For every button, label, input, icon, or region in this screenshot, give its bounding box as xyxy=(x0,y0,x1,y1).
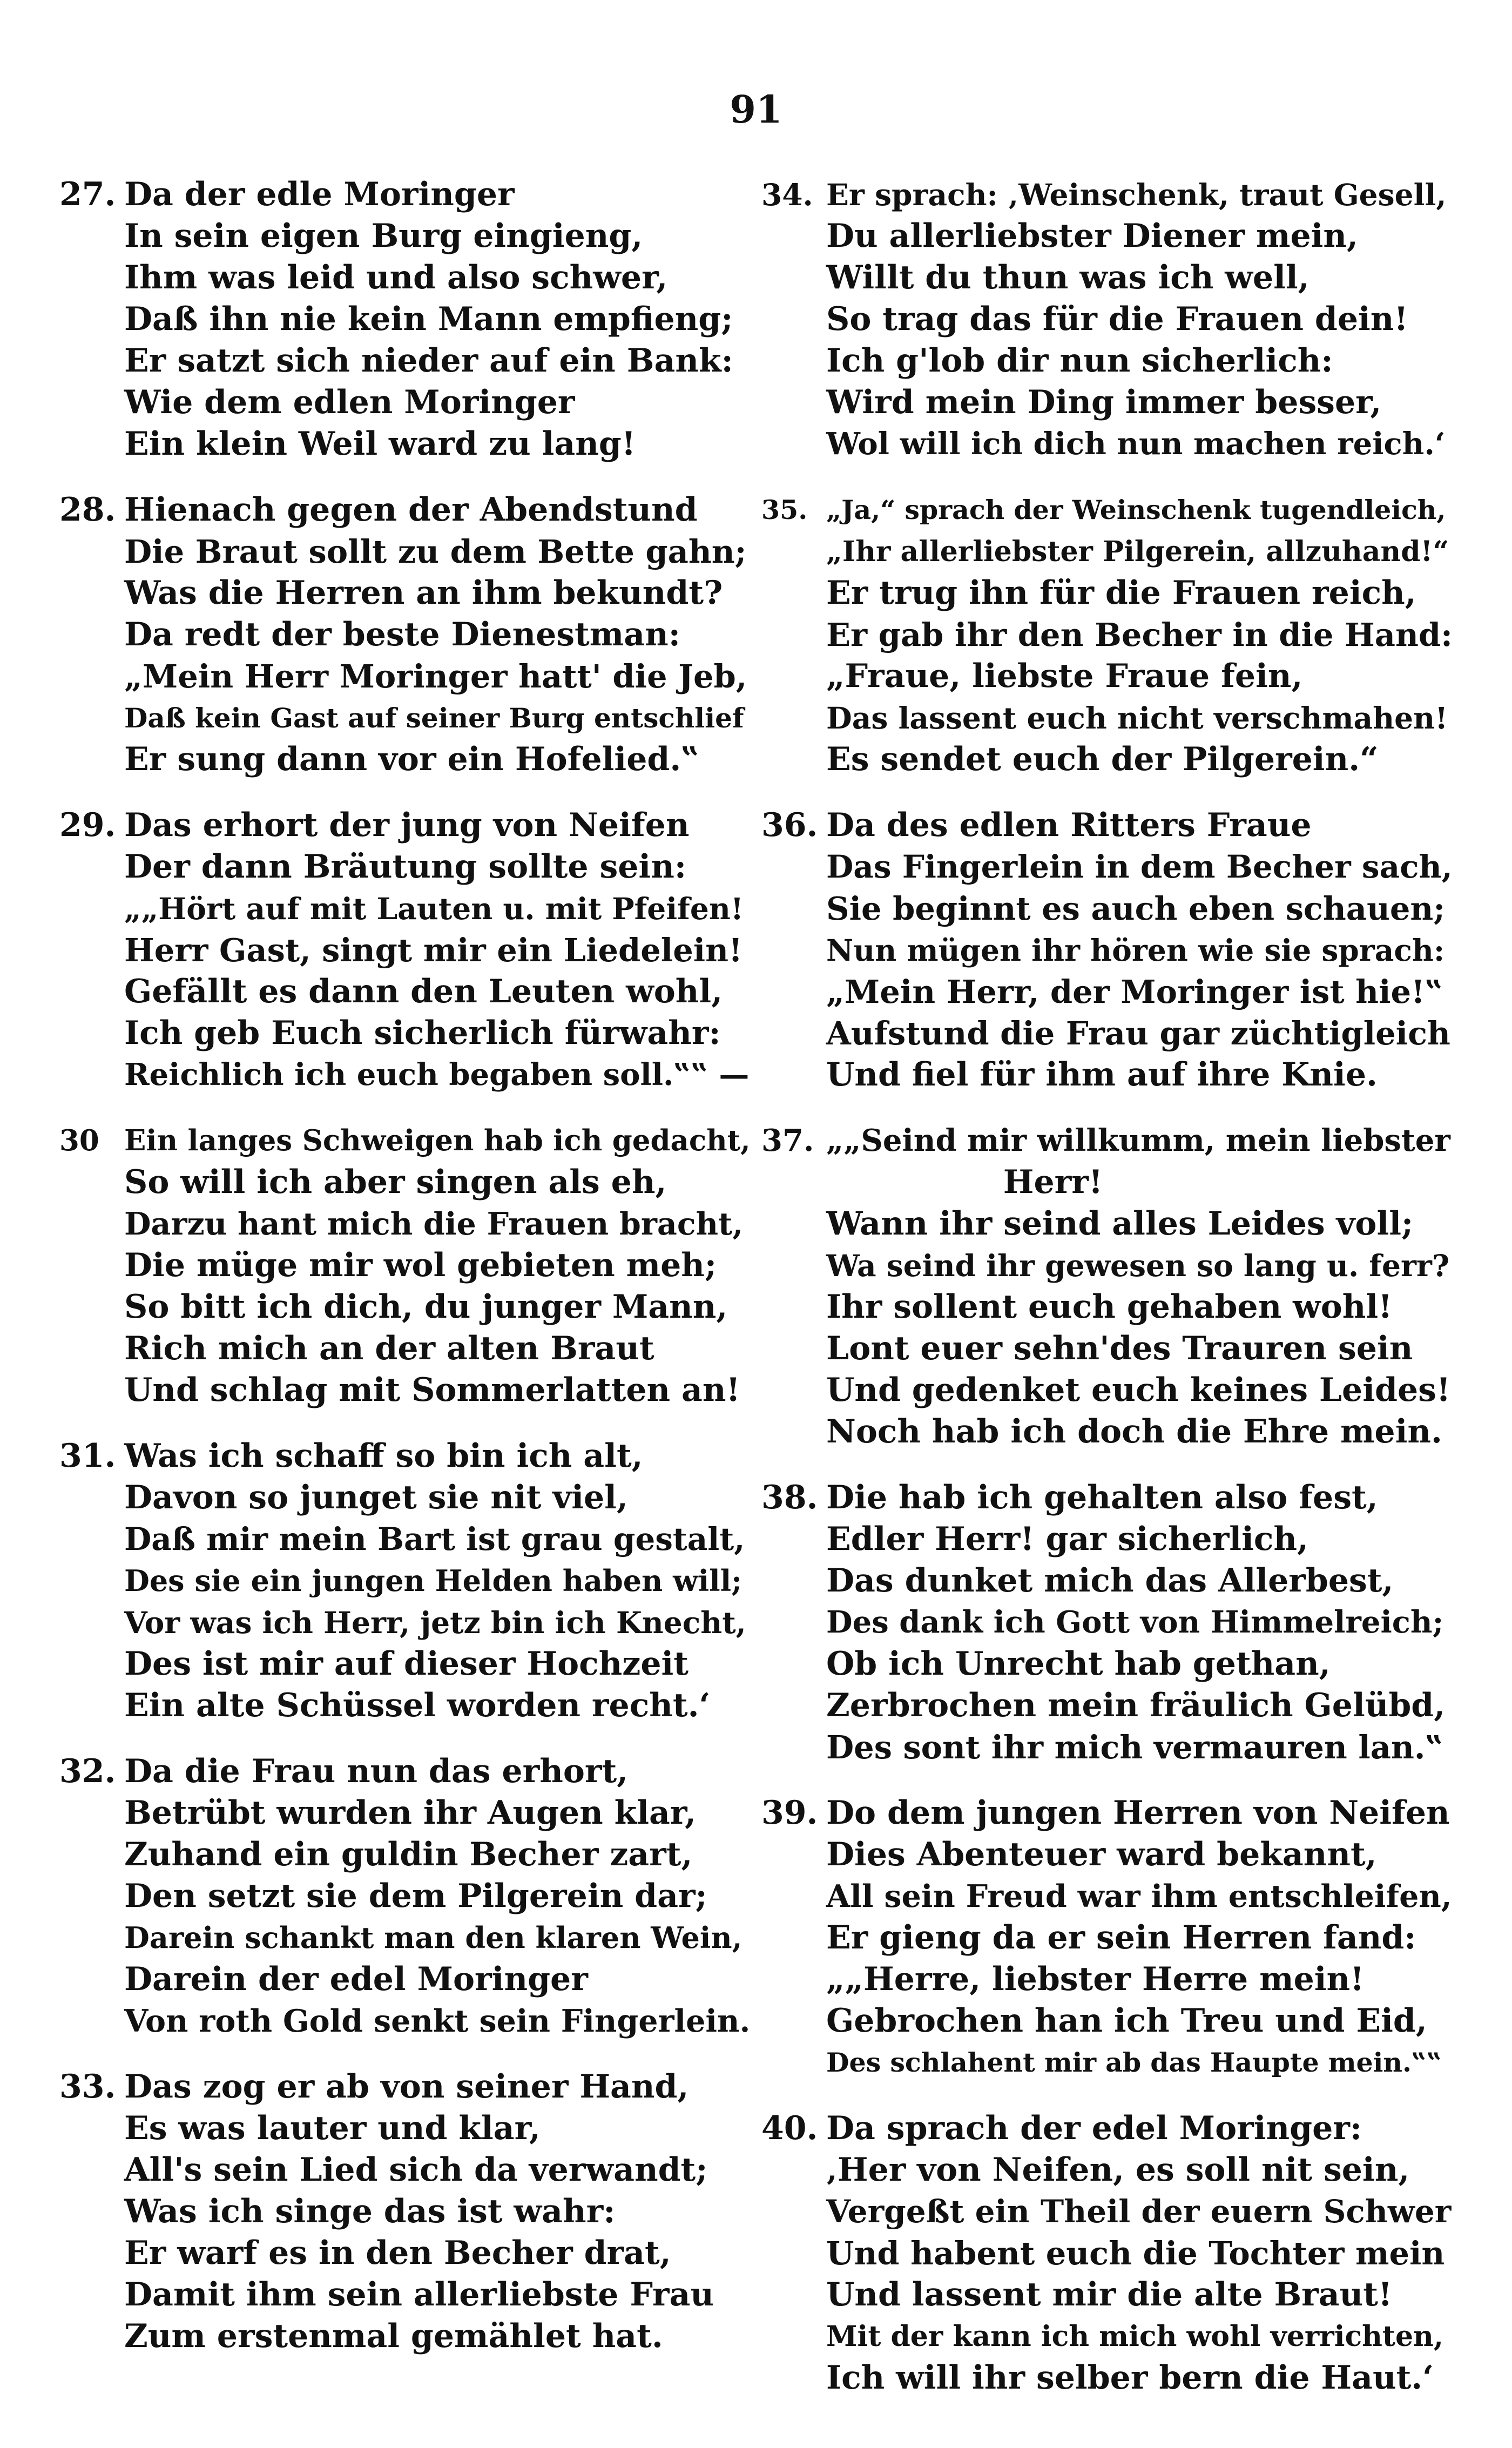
verse-text: Von roth Gold senkt sein Fingerlein. xyxy=(124,2003,751,2039)
verse-line xyxy=(761,572,1453,614)
verse-text: „„Hört auf mit Lauten u. mit Pfeifen! xyxy=(124,891,744,926)
verse-text: Der dann Bräutung sollte sein: xyxy=(124,848,686,886)
verse-text: Zum erstenmal gemählet hat. xyxy=(124,2317,663,2355)
verse-text: Er sprach: ‚Weinschenk, traut Gesell, xyxy=(826,177,1447,212)
verse-text: Er gieng da er sein Herren fand: xyxy=(826,1919,1416,1957)
verse-text: „„Seind mir willkumm, mein liebster xyxy=(826,1123,1450,1158)
verse-text: Ich geb Euch sicherlich fürwahr: xyxy=(124,1014,721,1052)
verse-line xyxy=(761,531,1453,572)
verse-line xyxy=(59,888,751,929)
verse-text: So will ich aber singen als eh, xyxy=(124,1163,667,1201)
verse-line xyxy=(59,2066,751,2108)
verse-line xyxy=(59,1286,751,1328)
verse-text: Aufstund die Frau gar züchtigleich xyxy=(826,1015,1450,1052)
verse-text: So bitt ich dich, du junger Mann, xyxy=(124,1288,728,1326)
verse-line xyxy=(761,1917,1453,1959)
verse-line xyxy=(761,1876,1453,1917)
verse-line xyxy=(59,1435,751,1477)
verse-text: Und lassent mir die alte Braut! xyxy=(826,2276,1393,2314)
verse-line xyxy=(761,1013,1453,1054)
verse-line xyxy=(761,697,1453,739)
right-column xyxy=(761,174,1453,2423)
verse-text: ‚Her von Neifen, es soll nit sein, xyxy=(826,2151,1410,2189)
left-column xyxy=(59,174,751,2382)
verse-text: „Mein Herr Moringer hatt' die Jeb, xyxy=(124,658,747,695)
verse-line xyxy=(761,382,1453,423)
verse-text: Wa seind ihr gewesen so lang u. ferr? xyxy=(826,1248,1450,1283)
verse-line xyxy=(59,215,751,257)
verse-line xyxy=(761,299,1453,340)
verse-line xyxy=(59,656,751,697)
verse-line xyxy=(761,1602,1453,1643)
verse-text: Ein alte Schüssel worden recht.‘ xyxy=(124,1687,711,1724)
verse-line xyxy=(761,2357,1453,2399)
verse-text: Ihr sollent euch gehaben wohl! xyxy=(826,1288,1393,1326)
stanza-number: 40. xyxy=(761,2109,818,2147)
verse-text: Darein schankt man den klaren Wein, xyxy=(124,1920,742,1955)
verse-text: Do dem jungen Herren von Neifen xyxy=(826,1794,1450,1832)
verse-line xyxy=(761,805,1453,846)
verse-text: Ich will ihr selber bern die Haut.‘ xyxy=(826,2359,1434,2397)
verse-line xyxy=(761,971,1453,1013)
verse-text: Und fiel für ihm auf ihre Knie. xyxy=(826,1056,1378,1094)
verse-line xyxy=(761,1203,1453,1245)
verse-line xyxy=(761,929,1453,971)
verse-line xyxy=(59,614,751,656)
verse-line xyxy=(59,1370,751,1411)
verse-line xyxy=(761,1245,1453,1286)
stanza-number: 32. xyxy=(59,1752,116,1790)
verse-text: In sein eigen Burg eingieng, xyxy=(124,217,643,255)
verse-line xyxy=(59,1054,751,1096)
stanza xyxy=(59,2066,751,2357)
stanza xyxy=(761,1792,1453,2083)
verse-text: Daß mir mein Bart ist grau gestalt, xyxy=(124,1521,745,1557)
verse-line xyxy=(59,1120,751,1162)
verse-text: Zuhand ein guldin Becher zart, xyxy=(124,1836,693,1873)
verse-text: Zerbrochen mein fräulich Gelübd, xyxy=(826,1687,1446,1724)
stanza xyxy=(59,1120,751,1411)
verse-line xyxy=(761,1792,1453,1834)
stanza xyxy=(761,1120,1453,1453)
verse-line xyxy=(761,2274,1453,2316)
verse-text: Da des edlen Ritters Fraue xyxy=(826,806,1312,844)
verse-line xyxy=(761,2233,1453,2274)
verse-line xyxy=(59,1328,751,1370)
stanza-number: 35. xyxy=(761,494,808,525)
verse-text: Ihm was leid und also schwer, xyxy=(124,259,668,296)
verse-line xyxy=(59,1560,751,1602)
verse-line xyxy=(59,846,751,888)
verse-text: „„Herre, liebster Herre mein! xyxy=(826,1960,1365,1998)
verse-text: Da sprach der edel Moringer: xyxy=(826,2109,1362,2147)
verse-line xyxy=(761,2000,1453,2042)
verse-text: Und gedenket euch keines Leides! xyxy=(826,1371,1451,1409)
verse-text: Daß ihn nie kein Mann empfieng; xyxy=(124,300,733,338)
verse-text: Des sie ein jungen Helden haben will; xyxy=(124,1563,742,1598)
stanza-number: 27. xyxy=(59,176,116,213)
verse-line xyxy=(761,2042,1453,2083)
verse-text: Die müge mir wol gebieten meh; xyxy=(124,1246,717,1284)
stanza-number: 37. xyxy=(761,1123,814,1158)
verse-line xyxy=(761,2316,1453,2357)
stanza xyxy=(761,174,1453,465)
verse-text: Wol will ich dich nun machen reich.‘ xyxy=(826,426,1446,462)
verse-text: Ich g'lob dir nun sicherlich: xyxy=(826,342,1333,380)
verse-line xyxy=(59,2149,751,2191)
verse-text: Ob ich Unrecht hab gethan, xyxy=(826,1645,1331,1683)
stanza-number: 34. xyxy=(761,177,813,212)
verse-line xyxy=(59,423,751,465)
verse-text: Dies Abenteuer ward bekannt, xyxy=(826,1836,1377,1873)
verse-text: Rich mich an der alten Braut xyxy=(124,1330,654,1367)
verse-text: Willt du thun was ich well, xyxy=(826,259,1310,296)
verse-line xyxy=(59,2233,751,2274)
verse-line xyxy=(59,805,751,846)
verse-text: Daß kein Gast auf seiner Burg entschlief xyxy=(124,702,744,734)
verse-line xyxy=(59,299,751,340)
verse-line xyxy=(59,739,751,780)
verse-text: All sein Freud war ihm entschleifen, xyxy=(826,1878,1452,1914)
verse-text: Er trug ihn für die Frauen reich, xyxy=(826,574,1416,612)
verse-line xyxy=(59,1519,751,1560)
verse-text: Herr Gast, singt mir ein Liedelein! xyxy=(124,932,742,969)
stanza xyxy=(59,1751,751,2042)
verse-line xyxy=(59,1834,751,1876)
verse-text: Wann ihr seind alles Leides voll; xyxy=(826,1205,1414,1243)
verse-text: Ein klein Weil ward zu lang! xyxy=(124,425,636,463)
verse-line xyxy=(761,739,1453,780)
verse-text: Des ist mir auf dieser Hochzeit xyxy=(124,1645,689,1683)
stanza-number: 36. xyxy=(761,806,818,844)
verse-text: Das Fingerlein in dem Becher sach, xyxy=(826,848,1453,885)
verse-text: Es sendet euch der Pilgerein.“ xyxy=(826,740,1379,778)
verse-line xyxy=(59,2000,751,2042)
stanza-number: 39. xyxy=(761,1794,818,1832)
verse-line xyxy=(761,1560,1453,1602)
verse-line xyxy=(59,1643,751,1685)
verse-line xyxy=(761,614,1453,656)
verse-text: Er sung dann vor ein Hofelied.‟ xyxy=(124,740,700,778)
verse-text: Des sont ihr mich vermauren lan.‟ xyxy=(826,1729,1444,1766)
verse-line xyxy=(59,489,751,531)
stanza xyxy=(59,489,751,780)
verse-text: Ein langes Schweigen hab ich gedacht, xyxy=(124,1124,751,1157)
stanza-number: 31. xyxy=(59,1437,116,1475)
verse-line xyxy=(59,1013,751,1054)
verse-text: Mit der kann ich mich wohl verrichten, xyxy=(826,2320,1443,2353)
verse-text: Das lassent euch nicht verschmahen! xyxy=(826,700,1448,736)
verse-text: Er gab ihr den Becher in die Hand: xyxy=(826,616,1453,653)
verse-line xyxy=(59,697,751,739)
verse-line xyxy=(761,215,1453,257)
verse-text: Da die Frau nun das erhort, xyxy=(124,1752,629,1790)
stanza xyxy=(761,2108,1453,2399)
verse-line xyxy=(761,257,1453,299)
verse-line xyxy=(59,1917,751,1959)
verse-line xyxy=(59,174,751,215)
verse-text: Gefällt es dann den Leuten wohl, xyxy=(124,973,723,1010)
verse-line xyxy=(59,1876,751,1917)
verse-line xyxy=(59,572,751,614)
verse-line xyxy=(761,1727,1453,1768)
stanza xyxy=(761,489,1453,780)
stanza xyxy=(761,805,1453,1096)
verse-line xyxy=(59,1162,751,1203)
verse-line xyxy=(59,1477,751,1519)
page-number: 91 xyxy=(730,87,782,132)
verse-text: Sie beginnt es auch eben schauen; xyxy=(826,890,1446,927)
verse-text: Darzu hant mich die Frauen bracht, xyxy=(124,1206,744,1242)
verse-text: „Fraue, liebste Fraue fein, xyxy=(826,657,1303,695)
verse-line xyxy=(59,1792,751,1834)
verse-text: All's sein Lied sich da verwandt; xyxy=(124,2151,708,2189)
verse-text: Die Braut sollt zu dem Bette gahn; xyxy=(124,533,747,570)
verse-text: Da der edle Moringer xyxy=(124,176,515,213)
verse-line xyxy=(761,2191,1453,2233)
verse-line xyxy=(59,1203,751,1245)
stanza-number: 29. xyxy=(59,806,116,844)
verse-text: Wie dem edlen Moringer xyxy=(124,383,575,421)
verse-text: Da redt der beste Dienestman: xyxy=(124,616,680,653)
verse-text: Den setzt sie dem Pilgerein dar; xyxy=(124,1877,707,1915)
verse-line xyxy=(761,1370,1453,1411)
verse-line xyxy=(59,2316,751,2357)
stanza-number: 28. xyxy=(59,491,116,529)
verse-text: Des schlahent mir ab das Haupte mein.‟‟ xyxy=(826,2047,1442,2078)
verse-text: Des dank ich Gott von Himmelreich; xyxy=(826,1604,1444,1640)
verse-line xyxy=(761,846,1453,888)
verse-text: Reichlich ich euch begaben soll.‟‟ — xyxy=(124,1057,750,1093)
verse-text: Vor was ich Herr, jetz bin ich Knecht, xyxy=(124,1605,746,1640)
verse-text: Du allerliebster Diener mein, xyxy=(826,217,1358,255)
verse-text: Vergeßt ein Theil der euern Schwer xyxy=(826,2193,1452,2230)
stanza xyxy=(761,1477,1453,1768)
verse-line xyxy=(761,1834,1453,1876)
verse-text: Es was lauter und klar, xyxy=(124,2109,541,2147)
verse-line xyxy=(59,2274,751,2316)
verse-line xyxy=(761,1286,1453,1328)
verse-text: Er satzt sich nieder auf ein Bank: xyxy=(124,342,733,380)
verse-text: Die hab ich gehalten also fest, xyxy=(826,1479,1378,1516)
verse-line xyxy=(761,340,1453,382)
verse-text: Und habent euch die Tochter mein xyxy=(826,2235,1445,2272)
verse-line xyxy=(59,531,751,572)
verse-line xyxy=(761,2108,1453,2149)
verse-text: Betrübt wurden ihr Augen klar, xyxy=(124,1794,697,1832)
verse-text: Was die Herren an ihm bekundt? xyxy=(124,574,723,612)
verse-line xyxy=(761,2149,1453,2191)
verse-text: Damit ihm sein allerliebste Frau xyxy=(124,2276,714,2314)
stanza xyxy=(59,805,751,1096)
verse-line xyxy=(761,1477,1453,1519)
verse-line xyxy=(761,1685,1453,1727)
verse-line xyxy=(59,1602,751,1643)
stanza xyxy=(59,174,751,465)
verse-text: Und schlag mit Sommerlatten an! xyxy=(124,1371,740,1409)
verse-line xyxy=(761,1162,1453,1203)
verse-line xyxy=(761,656,1453,697)
verse-text: „Ihr allerliebster Pilgerein, allzuhand!“ xyxy=(826,535,1449,568)
verse-line xyxy=(761,1959,1453,2000)
verse-line xyxy=(761,174,1453,215)
verse-text: Das erhort der jung von Neifen xyxy=(124,806,690,844)
verse-line xyxy=(59,382,751,423)
verse-line xyxy=(59,1245,751,1286)
verse-line xyxy=(59,340,751,382)
verse-line xyxy=(761,1120,1453,1162)
verse-line xyxy=(59,971,751,1013)
stanza-number: 38. xyxy=(761,1479,818,1516)
verse-line xyxy=(59,257,751,299)
verse-text: Das zog er ab von seiner Hand, xyxy=(124,2068,689,2106)
stanza-number: 33. xyxy=(59,2068,116,2106)
verse-text: „Mein Herr, der Moringer ist hie!‟ xyxy=(826,973,1443,1010)
verse-text: So trag das für die Frauen dein! xyxy=(826,300,1408,338)
verse-line xyxy=(761,423,1453,465)
verse-text: Noch hab ich doch die Ehre mein. xyxy=(826,1413,1442,1451)
verse-line xyxy=(59,1751,751,1792)
verse-text: Was ich schaff so bin ich alt, xyxy=(124,1437,643,1475)
verse-line xyxy=(59,2108,751,2149)
verse-line xyxy=(59,929,751,971)
verse-line xyxy=(761,1519,1453,1560)
verse-text: Darein der edel Moringer xyxy=(124,1960,588,1998)
verse-text: Wird mein Ding immer besser, xyxy=(826,383,1382,421)
verse-text: Er warf es in den Becher drat, xyxy=(124,2234,671,2272)
verse-text: „Ja,“ sprach der Weinschenk tugendleich, xyxy=(826,494,1446,525)
verse-text: Edler Herr! gar sicherlich, xyxy=(826,1520,1308,1558)
verse-text: Davon so junget sie nit viel, xyxy=(124,1479,628,1516)
verse-text: Was ich singe das ist wahr: xyxy=(124,2193,616,2230)
verse-text: Gebrochen han ich Treu und Eid, xyxy=(826,2002,1427,2040)
verse-line xyxy=(761,1411,1453,1453)
verse-line xyxy=(761,1643,1453,1685)
verse-text: Nun mügen ihr hören wie sie sprach: xyxy=(826,933,1445,968)
stanza xyxy=(59,1435,751,1727)
verse-text: Lont euer sehn'des Trauren sein xyxy=(826,1330,1413,1367)
verse-line xyxy=(761,1328,1453,1370)
verse-line xyxy=(59,1959,751,2000)
verse-text: Hienach gegen der Abendstund xyxy=(124,491,698,529)
verse-text: Das dunket mich das Allerbest, xyxy=(826,1562,1394,1600)
verse-line xyxy=(761,888,1453,929)
verse-line xyxy=(59,1685,751,1727)
verse-line xyxy=(761,489,1453,531)
verse-text: Herr! xyxy=(1003,1163,1103,1201)
verse-line xyxy=(761,1054,1453,1096)
stanza-number: 30 xyxy=(59,1124,99,1157)
verse-line xyxy=(59,2191,751,2233)
